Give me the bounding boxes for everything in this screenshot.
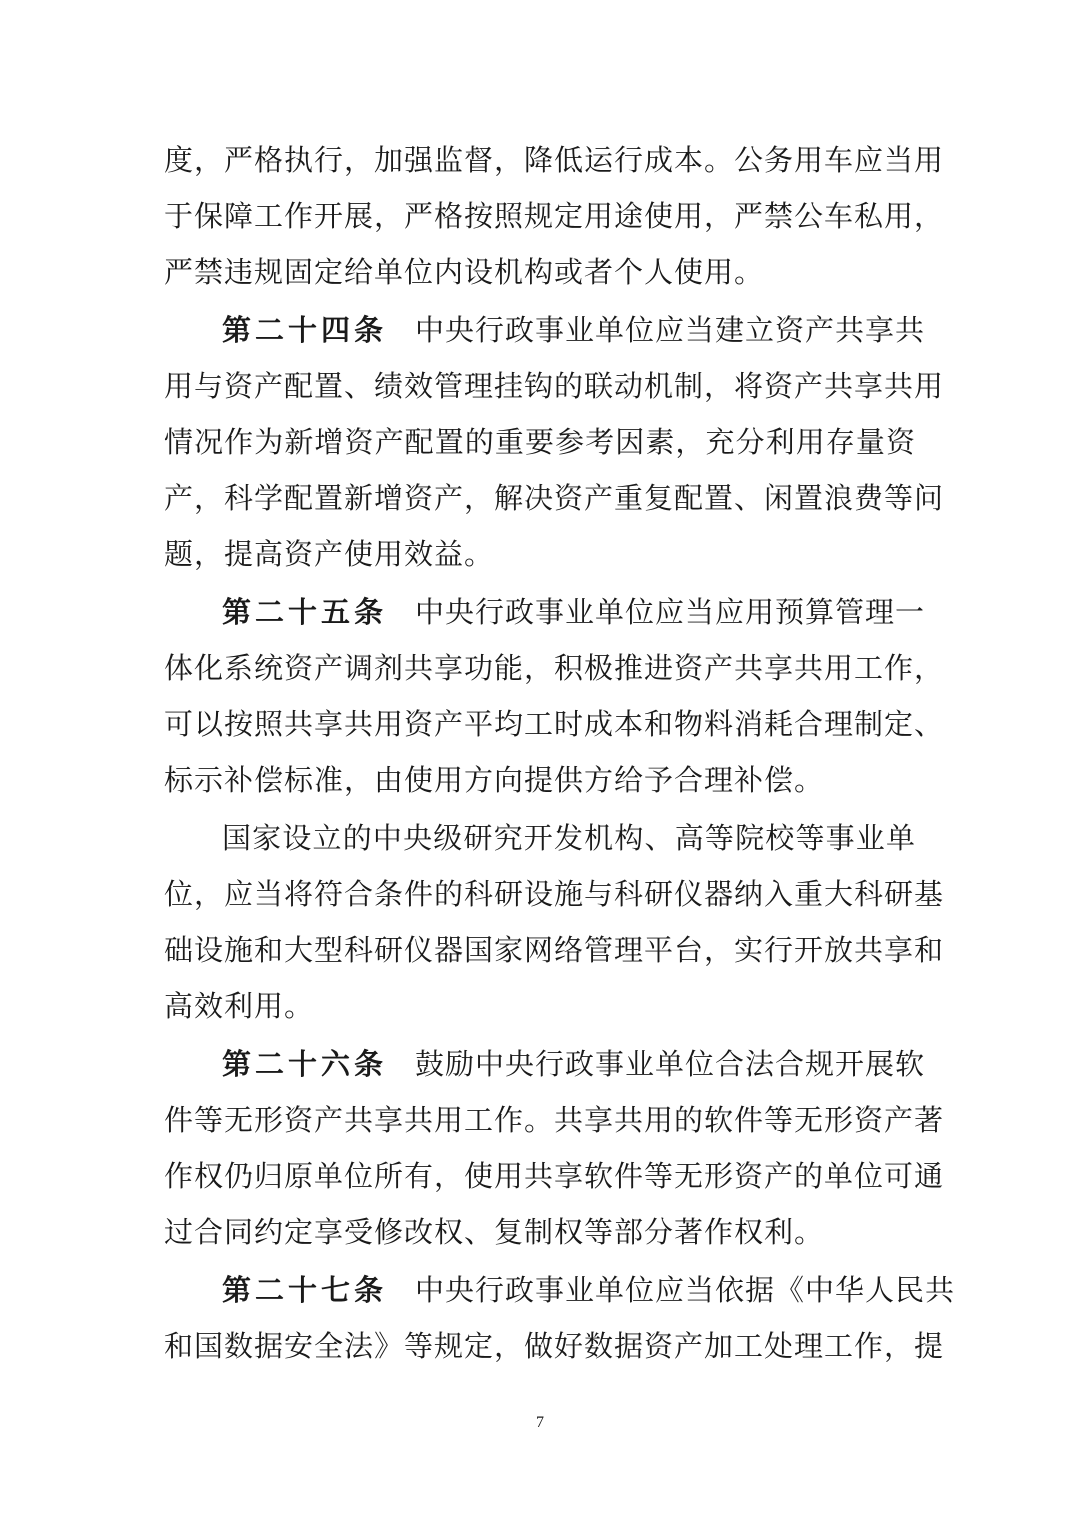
text-line: 和国数据安全法》等规定，做好数据资产加工处理工作，提 <box>164 1329 945 1363</box>
text-line: 产，科学配置新增资产，解决资产重复配置、闲置浪费等问 <box>164 481 945 515</box>
article-26-heading-line <box>222 1036 926 1092</box>
text-line: 中央行政事业单位应当建立资产共享共 <box>415 313 926 347</box>
text-line: 中央行政事业单位应当应用预算管理一 <box>415 595 926 629</box>
text-line: 可以按照共享共用资产平均工时成本和物料消耗合理制定、 <box>164 707 945 741</box>
article-24-heading-line <box>222 302 926 358</box>
text-line: 用与资产配置、绩效管理挂钩的联动机制，将资产共享共用 <box>164 369 945 403</box>
text-line: 中央行政事业单位应当依据《中华人民共 <box>415 1273 956 1307</box>
text-line: 度，严格执行，加强监督，降低运行成本。公务用车应当用 <box>164 143 945 177</box>
text-line: 体化系统资产调剂共享功能，积极推进资产共享共用工作， <box>164 651 945 685</box>
text-line: 题，提高资产使用效益。 <box>164 537 495 571</box>
text-line: 标示补偿标准，由使用方向提供方给予合理补偿。 <box>164 763 825 797</box>
text-line: 于保障工作开展，严格按照规定用途使用，严禁公车私用， <box>164 199 945 233</box>
article-number: 第二十五条 <box>222 595 388 629</box>
article-number: 第二十六条 <box>222 1047 388 1081</box>
text-line: 件等无形资产共享共用工作。共享共用的软件等无形资产著 <box>164 1103 945 1137</box>
text-line: 情况作为新增资产配置的重要参考因素，充分利用存量资 <box>164 425 916 459</box>
page-number: 7 <box>536 1414 544 1431</box>
text-line: 国家设立的中央级研究开发机构、高等院校等事业单 <box>222 821 916 855</box>
article-25-heading-line <box>222 584 926 640</box>
text-line: 高效利用。 <box>164 989 315 1023</box>
article-27-heading-line <box>222 1262 956 1318</box>
text-line: 础设施和大型科研仪器国家网络管理平台，实行开放共享和 <box>164 933 945 967</box>
text-line: 过合同约定享受修改权、复制权等部分著作权利。 <box>164 1215 825 1249</box>
text-line: 鼓励中央行政事业单位合法合规开展软 <box>415 1047 926 1081</box>
article-number: 第二十七条 <box>222 1273 388 1307</box>
text-line: 位，应当将符合条件的科研设施与科研仪器纳入重大科研基 <box>164 877 945 911</box>
article-number: 第二十四条 <box>222 313 388 347</box>
text-line: 严禁违规固定给单位内设机构或者个人使用。 <box>164 255 765 289</box>
text-line: 作权仍归原单位所有，使用共享软件等无形资产的单位可通 <box>164 1159 945 1193</box>
